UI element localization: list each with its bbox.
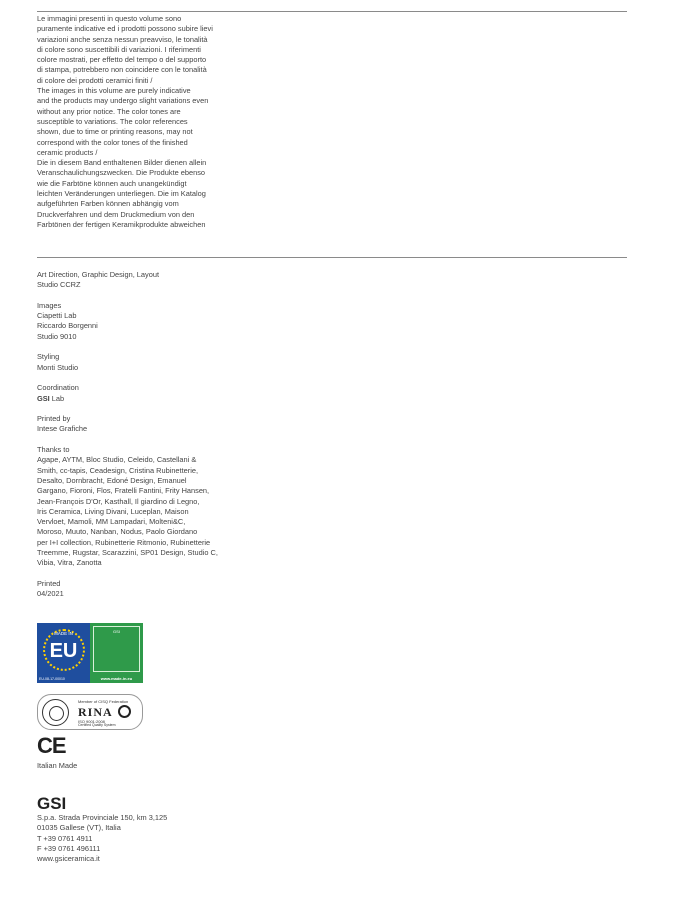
- credit-value: Studio 9010: [37, 331, 77, 341]
- disclaimer-line: without any prior notice. The color tones are: [37, 106, 181, 116]
- eu-info-box: [93, 626, 140, 672]
- disclaimer-line: Druckverfahren und dem Druckmedium von den: [37, 209, 195, 219]
- disclaimer-line: aufgeführten Farben können abhängig vom: [37, 199, 179, 209]
- disclaimer-line: wie die Farbtöne können auch unangekündigt: [37, 178, 187, 188]
- italian-made: Italian Made: [37, 761, 78, 770]
- disclaimer-text: [37, 14, 213, 230]
- rina-seal-icon: [42, 699, 69, 726]
- disclaimer-line: The images in this volume are purely indicative: [37, 86, 191, 96]
- disclaimer-line: leichten Veränderungen unterliegen. Die im Katalog: [37, 189, 206, 199]
- gsi-brand: GSI: [37, 393, 50, 403]
- credits: [37, 270, 218, 600]
- credit-heading-coordination: Coordination: [37, 383, 79, 393]
- disclaimer-line: di stampa, potrebbero non coincidere con le tonalità: [37, 65, 207, 75]
- rina-federation: Member of CISQ Federation: [78, 699, 129, 704]
- eu-flag-panel: [37, 623, 90, 683]
- made-in-label: MADE IN: [54, 631, 73, 636]
- top-rule: [37, 11, 627, 12]
- thanks-line: Iris Ceramica, Living Divani, Luceplan, Maison: [37, 506, 189, 516]
- disclaimer-line: Le immagini presenti in questo volume sono: [37, 14, 182, 23]
- disclaimer-line: puramente indicative ed i prodotti possono subire lievi: [37, 24, 213, 34]
- thanks-line: Desalto, Dornbracht, Edoné Design, Emanuel: [37, 475, 187, 485]
- disclaimer-line: correspond with the color tones of the finished: [37, 137, 188, 147]
- gsi-logo: GSI: [37, 794, 67, 813]
- thanks-line: Treemme, Rugstar, Scarazzini, SP01 Design, Studio C,: [37, 548, 218, 558]
- rina-certification-badge: [37, 694, 143, 730]
- rina-iso: ISO 9001:2008: [78, 719, 105, 724]
- disclaimer-line: di colore dei prodotti ceramici finiti /: [37, 75, 153, 85]
- rina-name: RINA: [78, 705, 113, 719]
- credit-heading-art-direction: Art Direction, Graphic Design, Layout: [37, 270, 159, 279]
- address-line: 01035 Gallese (VT), Italia: [37, 823, 121, 833]
- website-link[interactable]: www.gsiceramica.it: [37, 854, 100, 864]
- disclaimer-line: susceptible to variations. The color references: [37, 116, 188, 126]
- phone-line: T +39 0761 4911: [37, 833, 93, 843]
- disclaimer-line: Die in diesem Band enthaltenen Bilder dienen allein: [37, 158, 207, 168]
- thanks-line: Jean-François D'Or, Kasthall, Il giardino di Legno,: [37, 496, 200, 506]
- eu-panel-title: GSI: [113, 629, 120, 634]
- credit-value: Intese Grafiche: [37, 424, 88, 434]
- thanks-line: Gargano, Fioroni, Flos, Fratelli Fantini, Frity Hansen,: [37, 486, 210, 496]
- thanks-line: Agape, AYTM, Bloc Studio, Celeido, Castellani &: [37, 455, 197, 465]
- disclaimer-line: colore mostrati, per effetto del tempo o del supporto: [37, 55, 207, 65]
- thanks-line: per I+I collection, Rubinetterie Ritmonio, Rubinetterie: [37, 537, 211, 547]
- disclaimer-line: variazioni anche senza nessun preavviso, le tonalità: [37, 34, 208, 44]
- eu-label: EU: [49, 640, 78, 662]
- credit-heading-printed: Printed: [37, 578, 61, 588]
- ce-mark-icon: CE: [37, 733, 66, 758]
- disclaimer-line: di colore sono suscettibili di variazioni. I riferimenti: [37, 44, 201, 54]
- disclaimer-line: shown, due to time or printing reasons, may not: [37, 127, 193, 137]
- credit-heading-styling: Styling: [37, 352, 60, 362]
- credit-value: [37, 394, 218, 404]
- fax-line: F +39 0761 496111: [37, 843, 101, 853]
- eu-site: www.made-in.eu: [100, 676, 133, 681]
- rina-cert: Certified Quality System: [78, 723, 116, 727]
- iqnet-ring-icon: [118, 705, 131, 718]
- thanks-line: Moroso, Muuto, Nanban, Nodus, Paolo Giordano: [37, 527, 198, 537]
- credit-value: Studio CCRZ: [37, 280, 81, 290]
- eu-info-panel: [90, 623, 143, 683]
- thanks-line: Vervloet, Mamoli, MM Lampadari, Molteni&C,: [37, 517, 186, 527]
- eu-code: EU-08-17-00010: [39, 677, 65, 681]
- company-address: [37, 813, 167, 864]
- coordination-rest: Lab: [49, 393, 65, 403]
- credit-value: Monti Studio: [37, 362, 79, 372]
- disclaimer-line: ceramic products /: [37, 147, 98, 157]
- middle-rule: [37, 257, 627, 258]
- credit-value: Ciapetti Lab: [37, 311, 77, 321]
- disclaimer-line: Farbtönen der fertigen Keramikprodukte abweichen: [37, 219, 206, 229]
- disclaimer-line: Veranschaulichungszwecken. Die Produkte ebenso: [37, 168, 206, 178]
- credit-heading-printed-by: Printed by: [37, 414, 71, 424]
- credit-value: Riccardo Borgenni: [37, 321, 98, 331]
- credit-heading-images: Images: [37, 300, 62, 310]
- credit-heading-thanks: Thanks to: [37, 445, 70, 455]
- made-in-eu-badge: [37, 623, 143, 683]
- address-line: S.p.a. Strada Provinciale 150, km 3,125: [37, 813, 168, 822]
- thanks-line: Vibia, Vitra, Zanotta: [37, 558, 102, 568]
- thanks-line: Smith, cc-tapis, Ceadesign, Cristina Rubinetterie,: [37, 465, 199, 475]
- disclaimer-line: and the products may undergo slight variations even: [37, 96, 209, 106]
- credit-value: 04/2021: [37, 589, 64, 599]
